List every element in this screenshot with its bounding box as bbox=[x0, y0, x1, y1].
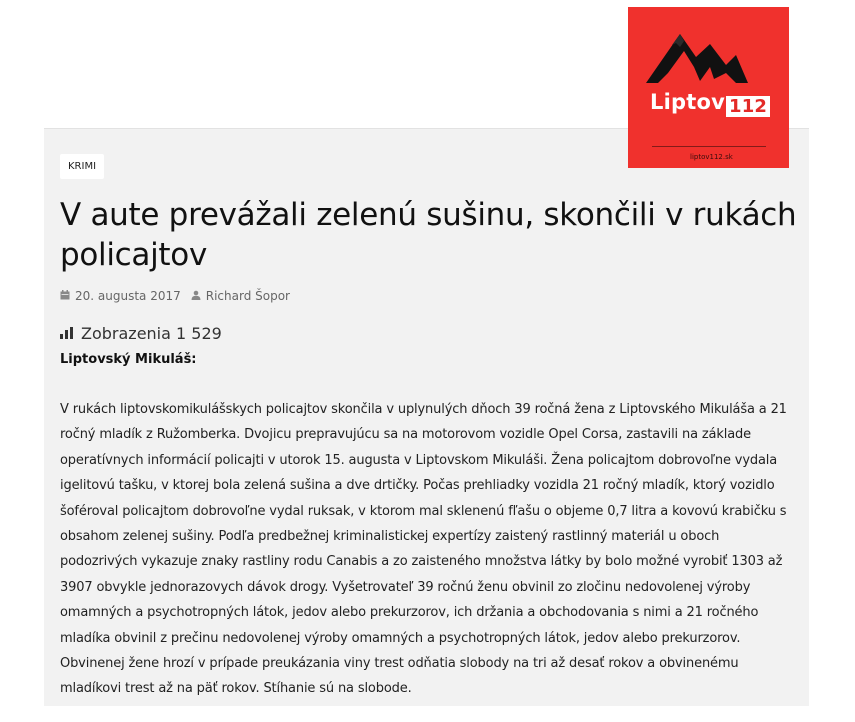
article-date[interactable]: 20. augusta 2017 bbox=[75, 289, 181, 303]
logo-divider bbox=[652, 146, 766, 147]
category-badge[interactable]: KRIMI bbox=[60, 154, 104, 179]
article-title: V aute prevážali zelenú sušinu, skončili v rukách policajtov bbox=[60, 197, 797, 273]
article-location: Liptovský Mikuláš: bbox=[60, 352, 197, 367]
calendar-icon bbox=[60, 289, 70, 303]
view-count: Zobrazenia 1 529 bbox=[81, 324, 222, 343]
article-meta bbox=[60, 289, 290, 303]
site-logo[interactable] bbox=[628, 7, 789, 168]
view-counter bbox=[60, 324, 222, 343]
logo-number: 112 bbox=[726, 96, 770, 117]
user-icon bbox=[191, 289, 201, 303]
bar-chart-icon bbox=[60, 324, 74, 343]
logo-wordmark: Liptov 112 bbox=[650, 90, 770, 114]
logo-url: liptov112.sk bbox=[690, 153, 733, 161]
article-body: V rukách liptovskomikulášskych policajtov skončila v uplynulých dňoch 39 ročná žena z Liptovského Mikuláša a 21 ročný mladík z Ružomberka. Dvojicu prepravujúcu sa na motorovom vozidle Opel Corsa, zastavili na základe operatívnych informácií policajti v utorok 15. augusta v Liptovskom Mikuláši. Žena policajtom dobrovoľne vydala igelitovú tašku, v ktorej bola zelená sušina a dve drtičky. Počas prehliadky vozidla 21 ročný mladík, ktorý vozidlo šoféroval policajtom dobrovoľne vydal ruksak, v ktorom mal sklenenú fľašu o objeme 0,7 litra a kovovú krabičku s obsahom zelenej sušiny. Podľa predbežnej kriminalistickej expertízy zaistený rastlinný materiál u oboch podozrivých vykazuje znaky rastliny rodu Canabis a zo zaisteného množstva látky by bolo možné vyrobiť 1303 až 3907 obvykle jednorazovych dávok drogy. Vyšetrovateľ 39 ročnú ženu obvinil zo zločinu nedovolenej výroby omamných a psychotropných látok, jedov alebo prekurzorov, ich držania a obchodovania s nimi a 21 ročného mladíka obvinil z prečinu nedovolenej výroby omamných a psychotropných látok, jedov alebo prekurzorov. Obvinenej žene hrozí v prípade preukázania viny trest odňatia slobody na tri až desať rokov a obvinenému mladíkovi trest až na päť rokov. Stíhanie sú na slobode. bbox=[60, 402, 787, 697]
mountain-icon bbox=[628, 7, 789, 168]
article-author[interactable]: Richard Šopor bbox=[205, 289, 290, 303]
